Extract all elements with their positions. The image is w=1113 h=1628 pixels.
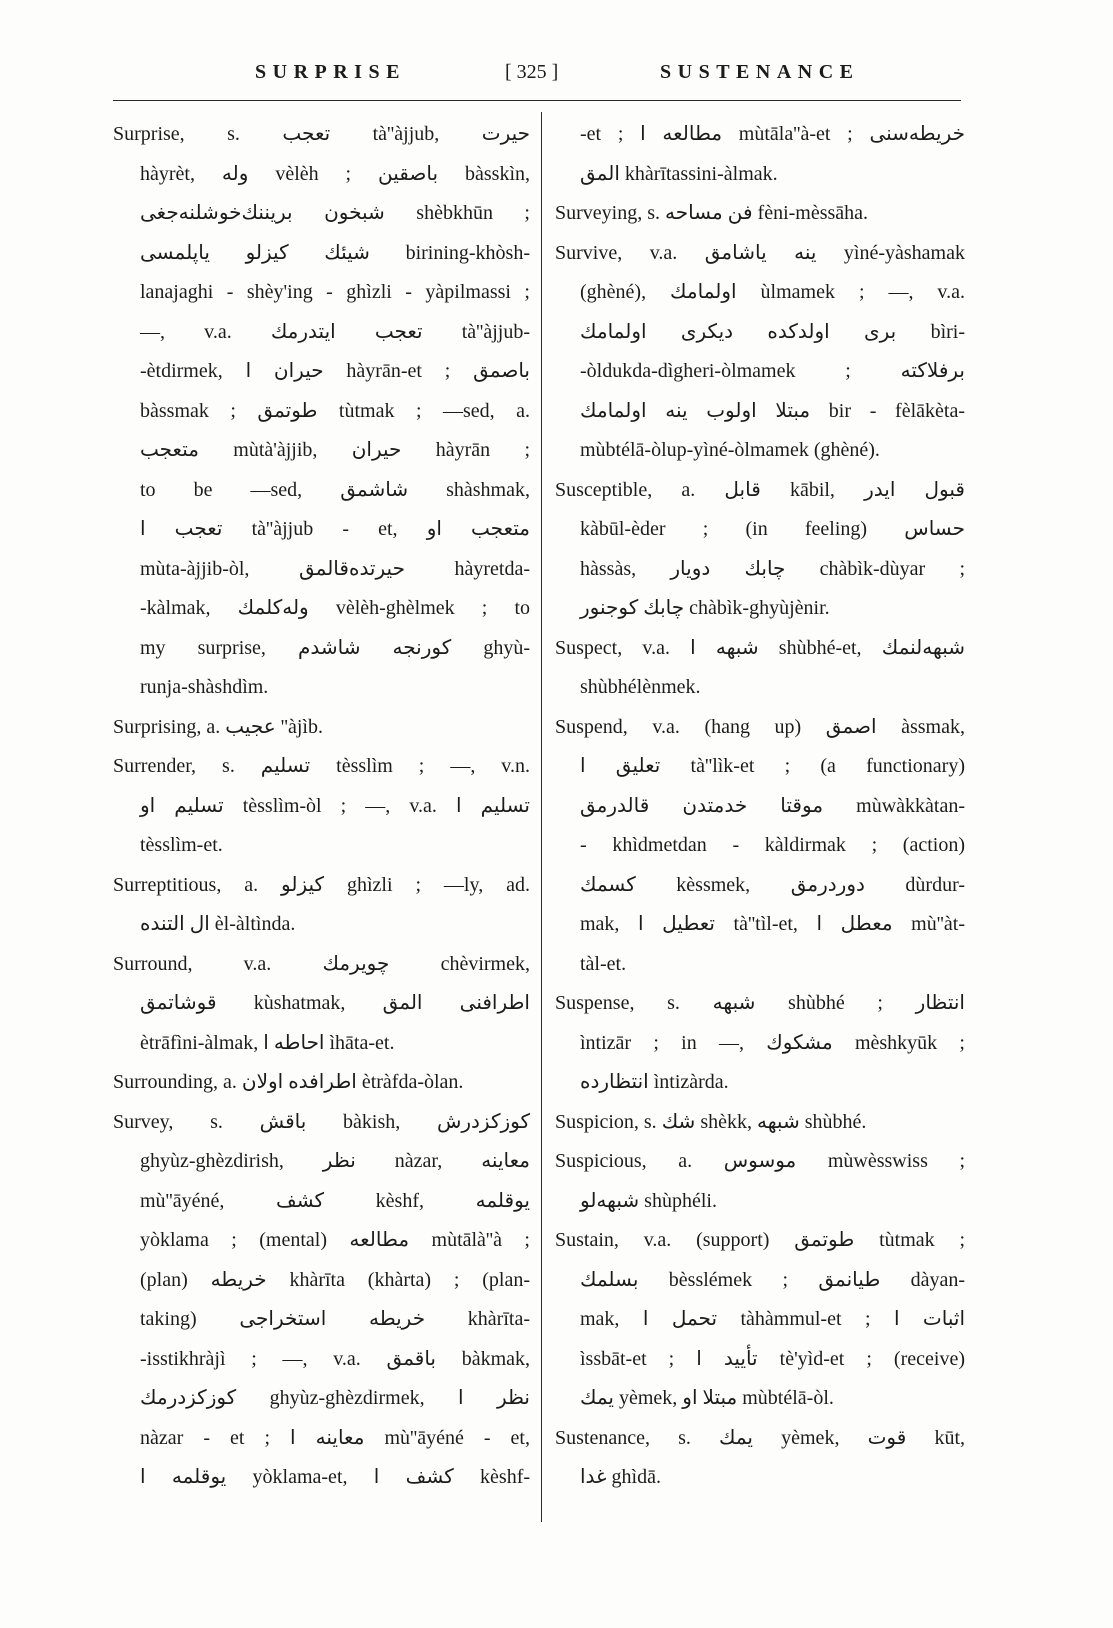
dictionary-line: Surreptitious, a. كيزلو ghìzli ; —ly, ad. [113,873,530,896]
dictionary-entry [113,866,530,945]
dictionary-line: Survey, s. باقش bàkish, كوزكزدرش [113,1110,530,1133]
left-column [113,115,530,1498]
dictionary-line: Surrounding, a. اطرافده اولان ètràfda-òlan. [113,1071,464,1093]
dictionary-line: قوشاتمق kùshatmak, اطرافنى المق [140,992,530,1014]
dictionary-line: yòklama ; (mental) مطالعه mùtālà''à ; [140,1229,530,1251]
dictionary-line: برى اولدكده ديكرى اولمامك bìri- [580,320,965,343]
dictionary-line: -ètdirmek, حيران ا hàyrān-et ; باصمق [140,360,530,382]
dictionary-line: to be —sed, شاشمق shàshmak, [140,478,530,501]
dictionary-line: تسليم او tèsslìm-òl ; —, v.a. تسليم ا [140,794,530,817]
dictionary-entry [555,471,965,629]
dictionary-line: shùbhélènmek. [580,676,701,698]
dictionary-line: ghyùz-ghèzdirish, نظر nàzar, معاينه [140,1150,530,1172]
running-header [0,58,1113,86]
dictionary-entry [555,1103,965,1143]
dictionary-line: Suspect, v.a. شبهه ا shùbhé-et, شبهه‌لنمك [555,636,965,659]
dictionary-line: Suspicious, a. موسوس mùwèsswiss ; [555,1150,965,1172]
dictionary-line: runja-shàshdìm. [140,676,269,698]
dictionary-line: -et ; مطالعه ا mùtāla''à-et ; خريطه‌سنى [580,123,965,145]
dictionary-line: موقتا خدمتدن قالدرمق mùwàkkàtan- [580,794,965,817]
dictionary-entry [555,708,965,985]
dictionary-entry [555,234,965,471]
dictionary-line: my surprise, كورنجه شاشدم ghyù- [140,636,530,659]
dictionary-line: Suspense, s. شبهه shùbhé ; انتظار [555,992,965,1014]
header-last-word: SUSTENANCE [660,61,860,83]
dictionary-line: متعجب mùtà'àjjib, حيران hàyrān ; [140,439,530,461]
dictionary-line: Surprise, s. تعجب tà''àjjub, حيرت [113,123,530,145]
dictionary-line: (ghèné), اولمامك ùlmamek ; —, v.a. [580,281,966,303]
dictionary-line: nàzar - et ; معاينه ا mù''āyéné - et, [140,1426,530,1449]
dictionary-line: چابك كوجنور chàbìk-ghyùjènir. [580,597,830,619]
dictionary-line: يمك yèmek, مبتلا او mùbtélā-òl. [580,1387,834,1409]
dictionary-line: hàyrèt, وله vèlèh ; باصقين bàsskìn, [140,162,531,185]
dictionary-entry [113,747,530,866]
dictionary-line: mùta-àjjib-òl, حيرتده‌قالمق hàyretda- [140,557,530,580]
dictionary-line: كوزكزدرمك ghyùz-ghèzdirmek, نظر ا [140,1387,530,1409]
dictionary-line: ìssbāt-et ; تأييد ا tè'yìd-et ; (receive) [580,1347,965,1370]
dictionary-entry [555,984,965,1103]
dictionary-line: mak, تحمل ا tàhàmmul-et ; اثبات ا [580,1308,965,1330]
dictionary-entry [555,629,965,708]
dictionary-line: شيئك كيزلو ياپلمسى birining-khòsh- [140,241,531,264]
dictionary-line: تعليق ا tà''lìk-et ; (a functionary) [580,755,965,777]
dictionary-line: غدا ghìdā. [580,1466,661,1488]
dictionary-line: bàssmak ; طوتمق tùtmak ; —sed, a. [140,399,530,422]
dictionary-line: mak, تعطيل ا tà''tìl-et, معطل ا mù''àt- [580,913,965,935]
dictionary-line: Suspend, v.a. (hang up) اصمق àssmak, [555,715,965,738]
dictionary-line: taking) خريطه استخراجى khàrīta- [140,1308,530,1330]
dictionary-line: tàl-et. [580,952,627,975]
dictionary-line: hàssàs, چابك دويار chàbìk-dùyar ; [580,557,965,580]
dictionary-line: انتظارده ìntizàrda. [580,1071,729,1093]
dictionary-line: Surrender, s. تسليم tèsslìm ; —, v.n. [113,755,530,777]
dictionary-line: شبهه‌لو shùphéli. [580,1189,717,1212]
dictionary-line: - khìdmetdan - kàldirmak ; (action) [580,834,965,856]
dictionary-line: يوقلمه ا yòklama-et, كشف ا kèshf- [140,1466,531,1488]
dictionary-entry [113,1103,530,1498]
dictionary-entry [113,708,530,748]
dictionary-line: Suspicion, s. شك shèkk, شبهه shùbhé. [555,1110,867,1133]
dictionary-line: Susceptible, a. قابل kābil, قبول ايدر [555,478,965,501]
dictionary-line: المق khàrītassini-àlmak. [580,162,778,185]
dictionary-entry [113,945,530,1064]
dictionary-line: Surveying, s. فن مساحه fèni-mèssāha. [555,202,869,224]
dictionary-entry [555,1221,965,1419]
dictionary-line: مبتلا اولوب ينه اولمامك bir - fèlākèta- [580,399,965,422]
dictionary-line: Surprising, a. عجيب ''àjìb. [113,715,323,738]
column-divider [541,112,542,1522]
right-column [555,115,965,1498]
dictionary-line: Sustain, v.a. (support) طوتمق tùtmak ; [555,1229,965,1251]
dictionary-entry [555,1419,965,1498]
dictionary-line: -isstikhràjì ; —, v.a. باقمق bàkmak, [140,1347,531,1370]
dictionary-line: mùbtélā-òlup-yìné-òlmamek (ghèné). [580,439,880,461]
dictionary-line: (plan) خريطه khàrīta (khàrta) ; (plan- [140,1268,530,1291]
page-number: [ 325 ] [505,61,559,83]
dictionary-line: ìntizār ; in —, مشكوك mèshkyūk ; [580,1031,965,1054]
dictionary-line: Surround, v.a. چويرمك chèvirmek, [113,952,530,975]
header-rule [113,100,961,101]
dictionary-line: ال التنده èl-àltìnda. [140,913,296,935]
dictionary-line: kàbūl-èder ; (in feeling) حساس [580,518,965,540]
dictionary-entry [113,1063,530,1103]
header-first-word: SURPRISE [255,61,406,83]
dictionary-line: lanajaghi - shèy'ing - ghìzli - yàpilmassi ; [140,281,530,303]
dictionary-line: —, v.a. تعجب ايتدرمك tà''àjjub- [140,320,530,343]
dictionary-line: Sustenance, s. يمك yèmek, قوت kūt, [555,1426,965,1449]
dictionary-line: Survive, v.a. ينه ياشامق yìné-yàshamak [555,241,965,264]
dictionary-line: -òldukda-dìgheri-òlmamek ; برفلاكته [580,360,965,382]
dictionary-line: mù''āyéné, كشف kèshf, يوقلمه [140,1189,530,1212]
dictionary-line: ètrāfìni-àlmak, احاطه ا ìhāta-et. [140,1031,395,1054]
dictionary-entry [555,1142,965,1221]
dictionary-entry [113,115,530,708]
dictionary-line: بسلمك bèsslémek ; طيانمق dàyan- [580,1268,965,1291]
dictionary-line: كسمك kèssmek, دوردرمق dùrdur- [580,873,965,896]
dictionary-entry [555,115,965,194]
dictionary-entry [555,194,965,234]
dictionary-line: تعجب ا tà''àjjub - et, متعجب او [140,518,530,540]
dictionary-line: tèsslìm-et. [140,834,223,856]
dictionary-line: شبخون بريننك‌خوشلنه‌جغى shèbkhūn ; [140,202,530,224]
dictionary-line: -kàlmak, وله‌كلمك vèlèh-ghèlmek ; to [140,597,531,619]
